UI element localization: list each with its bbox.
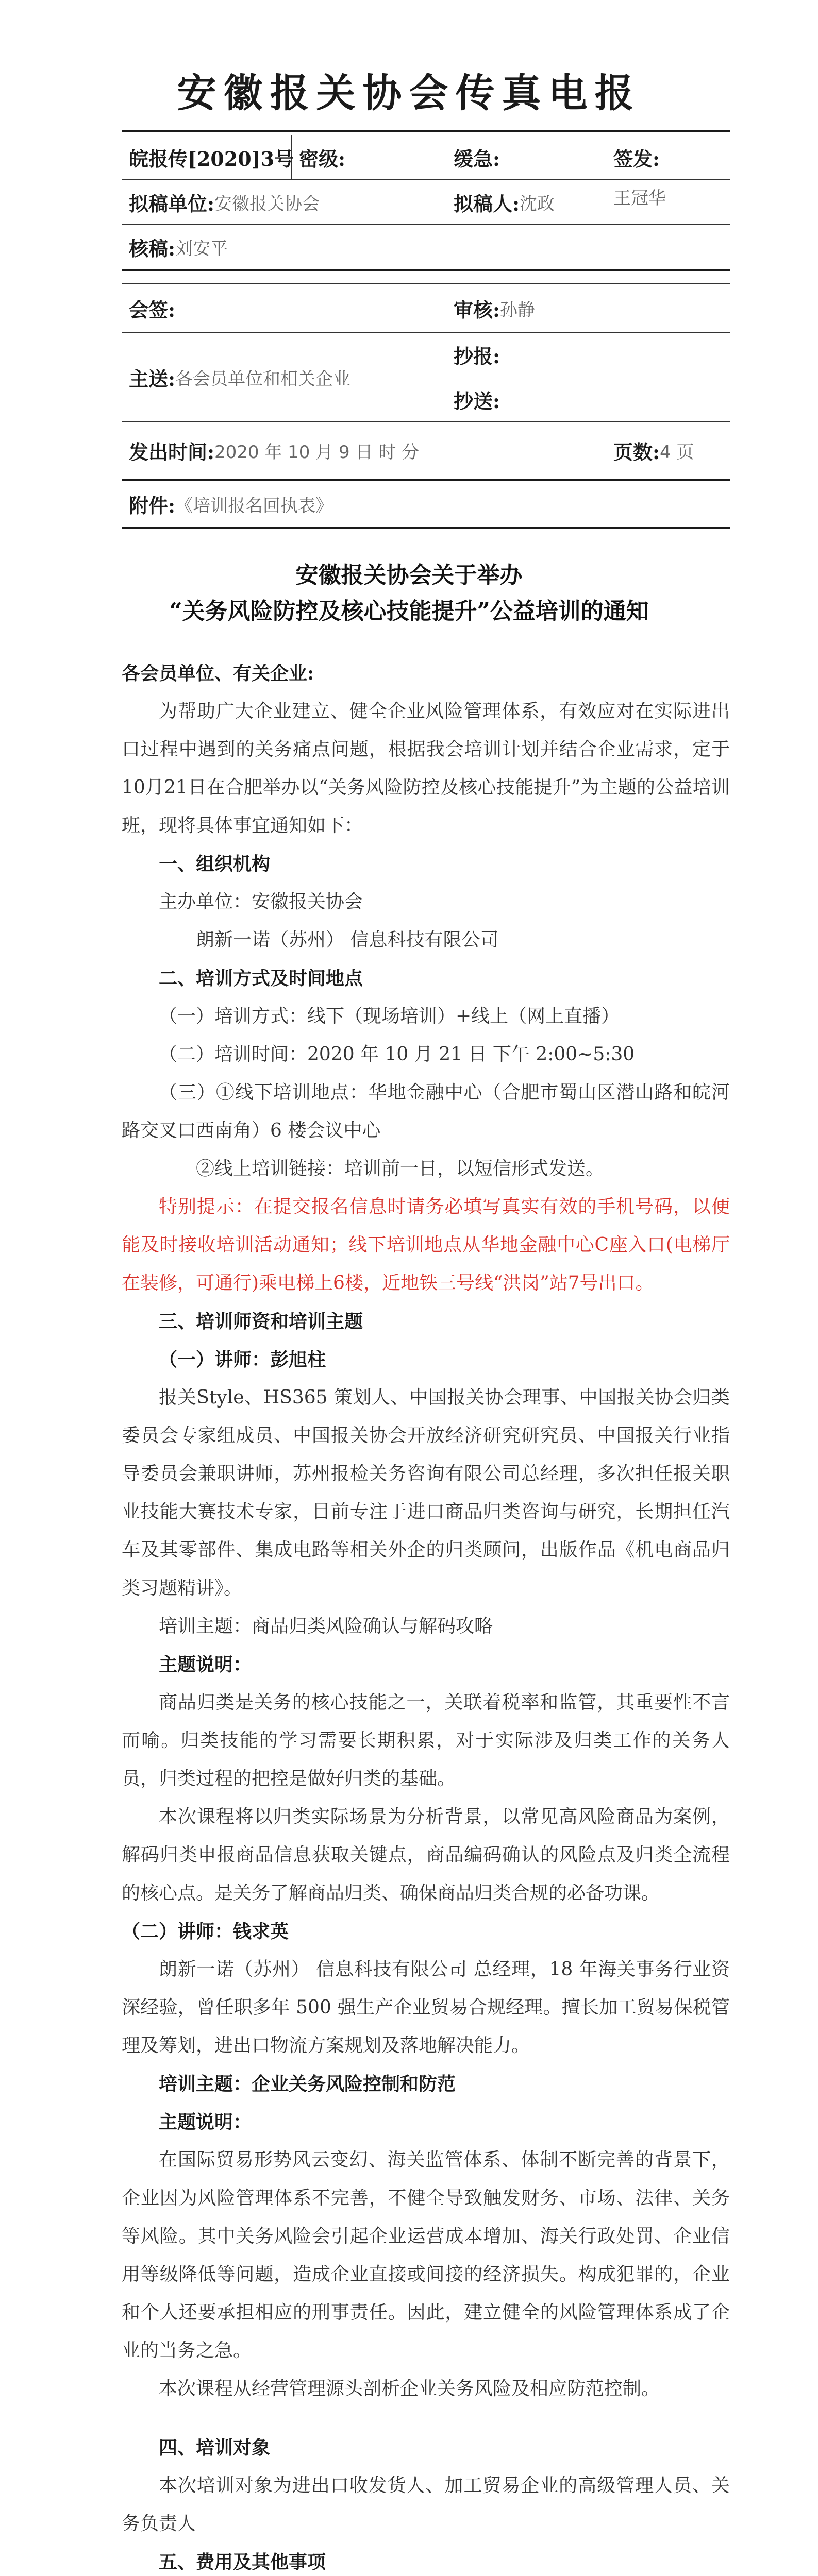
lecturer-1-topic: 培训主题：商品归类风险确认与解码攻略: [159, 1616, 493, 1637]
section-5-title: 五、费用及其他事项: [159, 2551, 326, 2573]
secret-level: 密级:: [292, 135, 446, 179]
section-2-title: 二、培训方式及时间地点: [159, 968, 363, 989]
lecturer-2-topic: 培训主题：企业关务风险控制和防范: [159, 2073, 456, 2095]
host-unit: 主办单位：安徽报关协会: [159, 891, 363, 912]
notice-title-line1: 安徽报关协会关于举办: [295, 562, 523, 588]
drafting-unit: 拟稿单位: 安徽报关协会: [122, 180, 446, 224]
reviewer: 审核: 孙静: [454, 298, 536, 321]
urgency: 缓急:: [446, 135, 606, 179]
notice-body: [122, 654, 730, 2576]
lecturer-2-bio: 朗新一诺（苏州） 信息科技有限公司 总经理，18 年海关事务行业资深经验，曾任职多年 500 强生产企业贸易合规经理。擅长加工贸易保税管理及筹划，进出口物流方案规划及落地解决能力。: [122, 1959, 730, 2056]
online-link-note: ②线上培训链接：培训前一日，以短信形式发送。: [196, 1158, 605, 1179]
header-row-4: [122, 283, 730, 333]
send-time: 发出时间: 2020 年 10 月 9 日 时 分: [122, 422, 606, 479]
countersign: 会签:: [122, 284, 446, 332]
fax-title: 安徽报关协会传真电报: [177, 70, 641, 116]
cc-send: 抄送:: [454, 389, 500, 413]
header-table: [122, 135, 730, 529]
cc-stack: [446, 333, 730, 421]
header-row-5: [122, 333, 730, 422]
lecturer-2-desc-1: 在国际贸易形势风云变幻、海关监管体系、体制不断完善的背景下，企业因为风险管理体系不完善，不健全导致触发财务、市场、法律、关务等风险。其中关务风险会引起企业运营成本增加、海关行政处罚、企业信用等级降低等问题，造成企业直接或间接的经济损失。构成犯罪的，企业和个人还要承担相应的刑事责任。因此，建立健全的风险管理体系成了企业的当务之急。: [122, 2149, 730, 2361]
lecturer-1: （一）讲师：彭旭柱: [159, 1349, 326, 1370]
checker: 核稿: 刘安平: [122, 225, 606, 269]
lecturer-1-desc-1: 商品归类是关务的核心技能之一，关联着税率和监管，其重要性不言而喻。归类技能的学习需要长期积累，对于实际涉及归类工作的关务人员，归类过程的把控是做好归类的基础。: [122, 1692, 730, 1789]
signer-blank: [606, 225, 730, 269]
section-1-title: 一、组织机构: [159, 853, 271, 875]
signer-value: 王冠华: [613, 188, 666, 209]
special-tip-registration: 特别提示：在提交报名信息时请务必填写真实有效的手机号码，以便能及时接收培训活动通知；线下培训地点从华地金融中心C座入口(电梯厅在装修，可通行)乘电梯上6楼，近地铁三号线“洪岗”站7号出口。: [122, 1196, 730, 1294]
cc-report: 抄报:: [446, 333, 730, 377]
section-3-title: 三、培训师资和培训主题: [159, 1311, 363, 1332]
notice-title-line2: “关务风险防控及核心技能提升”公益培训的通知: [169, 598, 649, 624]
co-organizer: 朗新一诺（苏州） 信息科技有限公司: [196, 929, 499, 951]
offline-place: （三）①线下培训地点：华地金融中心（合肥市蜀山区潜山路和皖河路交叉口西南角）6 楼会议中心: [122, 1082, 730, 1141]
section-4-title: 四、培训对象: [159, 2437, 271, 2459]
drafter: 拟稿人: 沈政: [446, 180, 606, 224]
training-audience: 本次培训对象为进出口收发货人、加工贸易企业的高级管理人员、关务负责人: [122, 2475, 730, 2534]
lecturer-2: （二）讲师：钱求英: [122, 1921, 289, 1942]
attachment: 附件: 《培训报名回执表》: [129, 494, 333, 517]
lecturer-2-desc-label: 主题说明：: [159, 2111, 252, 2133]
header-row-2: [122, 180, 730, 225]
lecturer-1-desc-2: 本次课程将以归类实际场景为分析背景，以常见高风险商品为案例，解码归类申报商品信息获取关键点，商品编码确认的风险点及归类全流程的核心点。是关务了解商品归类、确保商品归类合规的必备功课。: [122, 1806, 730, 1904]
header-row-6: [122, 422, 730, 481]
main-send: 主送: 各会员单位和相关企业: [122, 333, 446, 421]
doc-number: 皖报传[2020]3号: [122, 135, 292, 179]
header-row-1: [122, 135, 730, 180]
training-method: （一）培训方式：线下（现场培训）+线上（网上直播）: [159, 1006, 620, 1027]
salutation: 各会员单位、有关企业:: [122, 663, 314, 684]
lecturer-1-desc-label: 主题说明：: [159, 1654, 252, 1675]
lecturer-1-bio: 报关Style、HS365 策划人、中国报关协会理事、中国报关协会归类委员会专家组成员、中国报关协会开放经济研究研究员、中国报关行业指导委员会兼职讲师，苏州报检关务咨询有限公司总经理，多次担任报关职业技能大赛技术专家，目前专注于进口商品归类咨询与研究，长期担任汽车及其零部件、集成电路等相关外企的归类顾问，出版作品《机电商品归类习题精讲》。: [122, 1387, 730, 1599]
pages: 页数: 4 页: [613, 440, 694, 464]
training-time: （二）培训时间：2020 年 10 月 21 日 下午 2:00~5:30: [159, 1044, 635, 1065]
header-row-7: [122, 481, 730, 529]
signer-label: 签发:: [613, 147, 660, 171]
lecturer-2-desc-2: 本次课程从经营管理源头剖析企业关务风险及相应防范控制。: [159, 2378, 660, 2399]
intro-paragraph: 为帮助广大企业建立、健全企业风险管理体系，有效应对在实际进出口过程中遇到的关务痛点问题，根据我会培训计划并结合企业需求，定于10月21日在合肥举办以“关务风险防控及核心技能提升”为主题的公益培训班，现将具体事宜通知如下：: [122, 701, 730, 836]
header-rule-top: [122, 130, 730, 132]
header-row-3: [122, 225, 730, 271]
